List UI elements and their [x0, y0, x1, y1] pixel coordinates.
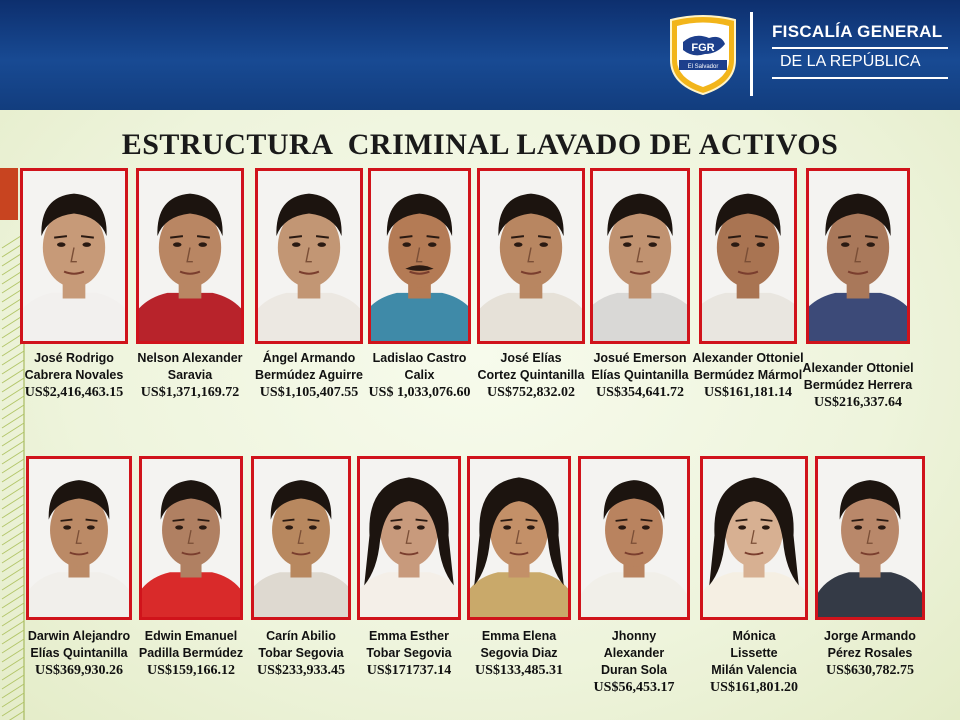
person-name-line: Elías Quintanilla [591, 368, 689, 382]
person-photo [806, 168, 910, 344]
person-amount: US$233,933.45 [257, 663, 345, 678]
page-title: ESTRUCTURA CRIMINAL LAVADO DE ACTIVOS [121, 128, 839, 161]
person-name-line: Emma Esther [369, 629, 449, 643]
person-amount: US$1,105,407.55 [259, 385, 359, 400]
svg-text:El Salvador: El Salvador [687, 64, 719, 70]
person-name-line: Milán Valencia [711, 663, 797, 677]
person-name-line: Segovia Diaz [480, 646, 558, 660]
person-name-line: Elías Quintanilla [30, 646, 128, 660]
header-banner [0, 0, 960, 110]
person-amount: US$216,337.64 [814, 395, 902, 410]
person-photo [20, 168, 128, 344]
person-amount: US$56,453.17 [593, 680, 675, 695]
person-photo [467, 456, 571, 620]
person-photo [700, 456, 808, 620]
person-name-line: Alexander Ottoniel [802, 361, 914, 375]
person-name-line: Cortez Quintanilla [477, 368, 585, 382]
person-photo [477, 168, 585, 344]
agency-name [772, 22, 948, 79]
person-name-line: Bermúdez Herrera [803, 378, 913, 392]
person-name-line: Pérez Rosales [827, 646, 913, 660]
person-name-line: Emma Elena [481, 629, 557, 643]
agency-line-1: FISCALÍA GENERAL [772, 22, 948, 49]
person-name-line: Bermúdez Aguirre [255, 368, 363, 382]
person-amount: US$752,832.02 [487, 385, 575, 400]
person-photo [578, 456, 690, 620]
person-name-line: Tobar Segovia [366, 646, 452, 660]
person-amount: US$369,930.26 [35, 663, 123, 678]
person-photo [255, 168, 363, 344]
person-caption [800, 628, 940, 679]
person-name-line: Cabrera Novales [24, 368, 124, 382]
person-name-line: Calix [404, 368, 435, 382]
person-name-line: Jhonny [611, 629, 657, 643]
header-divider [750, 12, 753, 96]
person-name-line: Padilla Bermúdez [138, 646, 244, 660]
person-amount: US$1,371,169.72 [140, 385, 240, 400]
person-amount: US$630,782.75 [826, 663, 914, 678]
person-photo [251, 456, 351, 620]
person-name-line: Josué Emerson [593, 351, 687, 365]
person-name-line: Ladislao Castro [372, 351, 467, 365]
person-name-line: José Rodrigo [34, 351, 114, 365]
person-name-line: Ángel Armando [262, 351, 356, 365]
person-amount: US$161,801.20 [710, 680, 798, 695]
fgr-badge-icon [665, 14, 741, 96]
person-caption [788, 360, 928, 411]
person-photo [136, 168, 244, 344]
person-name-line: Edwin Emanuel [144, 629, 238, 643]
person-name-line: Darwin Alejandro [27, 629, 131, 643]
person-photo [26, 456, 132, 620]
person-amount: US$2,416,463.15 [24, 385, 124, 400]
person-amount: US$161,181.14 [704, 385, 792, 400]
person-caption [564, 628, 704, 696]
person-photo [590, 168, 690, 344]
person-name-line: Alexander Ottoniel [692, 351, 804, 365]
person-photo [815, 456, 925, 620]
person-name-line: Bermúdez Mármol [693, 368, 803, 382]
person-photo [368, 168, 471, 344]
person-name-line: Jorge Armando [824, 629, 916, 643]
person-name-line: Tobar Segovia [258, 646, 344, 660]
person-photo [357, 456, 461, 620]
person-amount: US$159,166.12 [147, 663, 235, 678]
person-name-line: Duran Sola [601, 663, 667, 677]
person-name-line: Lissette [730, 646, 778, 660]
person-name-line: Carín Abilio [266, 629, 336, 643]
svg-text:FGR: FGR [691, 42, 715, 54]
person-photo [139, 456, 243, 620]
person-name-line: Nelson Alexander [137, 351, 243, 365]
person-photo [699, 168, 797, 344]
person-name-line: José Elías [500, 351, 562, 365]
person-name-line: Saravia [167, 368, 213, 382]
person-name-line: Alexander [603, 646, 665, 660]
person-amount: US$354,641.72 [596, 385, 684, 400]
person-amount: US$ 1,033,076.60 [368, 385, 471, 400]
agency-line-2: DE LA REPÚBLICA [772, 53, 948, 79]
person-name-line: Mónica [732, 629, 776, 643]
person-amount: US$133,485.31 [475, 663, 563, 678]
accent-bar [0, 168, 18, 220]
person-amount: US$171737.14 [366, 663, 452, 678]
